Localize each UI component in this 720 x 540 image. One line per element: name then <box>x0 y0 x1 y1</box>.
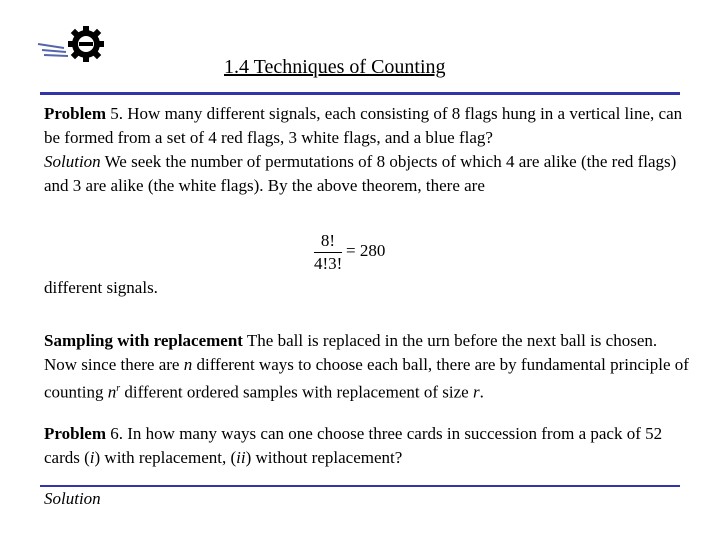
roman-i: i <box>89 447 95 467</box>
var-n-power-base: n <box>107 382 117 402</box>
solution-1-paragraph <box>44 150 694 198</box>
swoosh-lines-icon <box>38 44 68 56</box>
var-r-exponent: r <box>116 383 121 394</box>
problem-5-block <box>44 102 694 198</box>
problem-5-label: Problem <box>44 104 107 123</box>
numerator: 8! <box>320 231 336 250</box>
problem-6-paragraph <box>44 422 694 470</box>
after-formula-text: different signals. <box>44 278 158 297</box>
sampling-text-a: The ball is replaced in the urn before the next ball is chosen. Now since there are <box>44 331 658 374</box>
solution-1-label: Solution <box>44 152 101 171</box>
problem-6-text-b: ) with replacement, ( <box>94 447 237 467</box>
problem-6-text-a: In how many ways can one choose three cards in succession from a pack of 52 cards ( <box>44 423 663 467</box>
var-n: n <box>183 355 193 374</box>
top-divider <box>40 92 680 95</box>
permutation-formula <box>314 231 386 274</box>
bottom-divider <box>40 485 680 487</box>
problem-6-text-c: ) without replacement? <box>245 447 403 467</box>
problem-6-label: Problem <box>44 423 107 443</box>
fraction-bar <box>314 252 342 253</box>
sampling-text-b: different ways to choose each ball, there are by fundamental principle of counting <box>44 355 689 402</box>
sampling-text-c: different ordered samples with replacement of size <box>120 382 473 402</box>
solution-1-text: We seek the number of permutations of 8 objects of which 4 are alike (the red flags) and 3 are alike (the white flags). By the above theorem, there are <box>44 152 677 195</box>
page-title: 1.4 Techniques of Counting <box>224 56 446 78</box>
formula-result: = 280 <box>346 241 386 260</box>
sampling-text-d: . <box>479 382 484 402</box>
problem-5-number: 5. <box>106 104 124 123</box>
problem-6-number: 6. <box>106 423 124 443</box>
gear-icon <box>68 26 104 62</box>
roman-ii: ii <box>236 447 246 467</box>
problem-5-paragraph <box>44 102 694 150</box>
solution-2-label: Solution <box>44 488 101 508</box>
denominator: 4!3! <box>314 254 343 273</box>
var-r: r <box>472 382 480 402</box>
sampling-paragraph <box>44 329 694 405</box>
fraction <box>314 232 342 273</box>
sampling-label: Sampling with replacement <box>44 331 243 350</box>
problem-5-text: How many different signals, each consisting of 8 flags hung in a vertical line, can be formed from a set of 4 red flags, 3 white flags, and a blue flag? <box>44 104 683 147</box>
sampling-block <box>44 312 694 528</box>
university-gear-logo <box>34 24 108 66</box>
solution-2-paragraph <box>44 487 694 511</box>
